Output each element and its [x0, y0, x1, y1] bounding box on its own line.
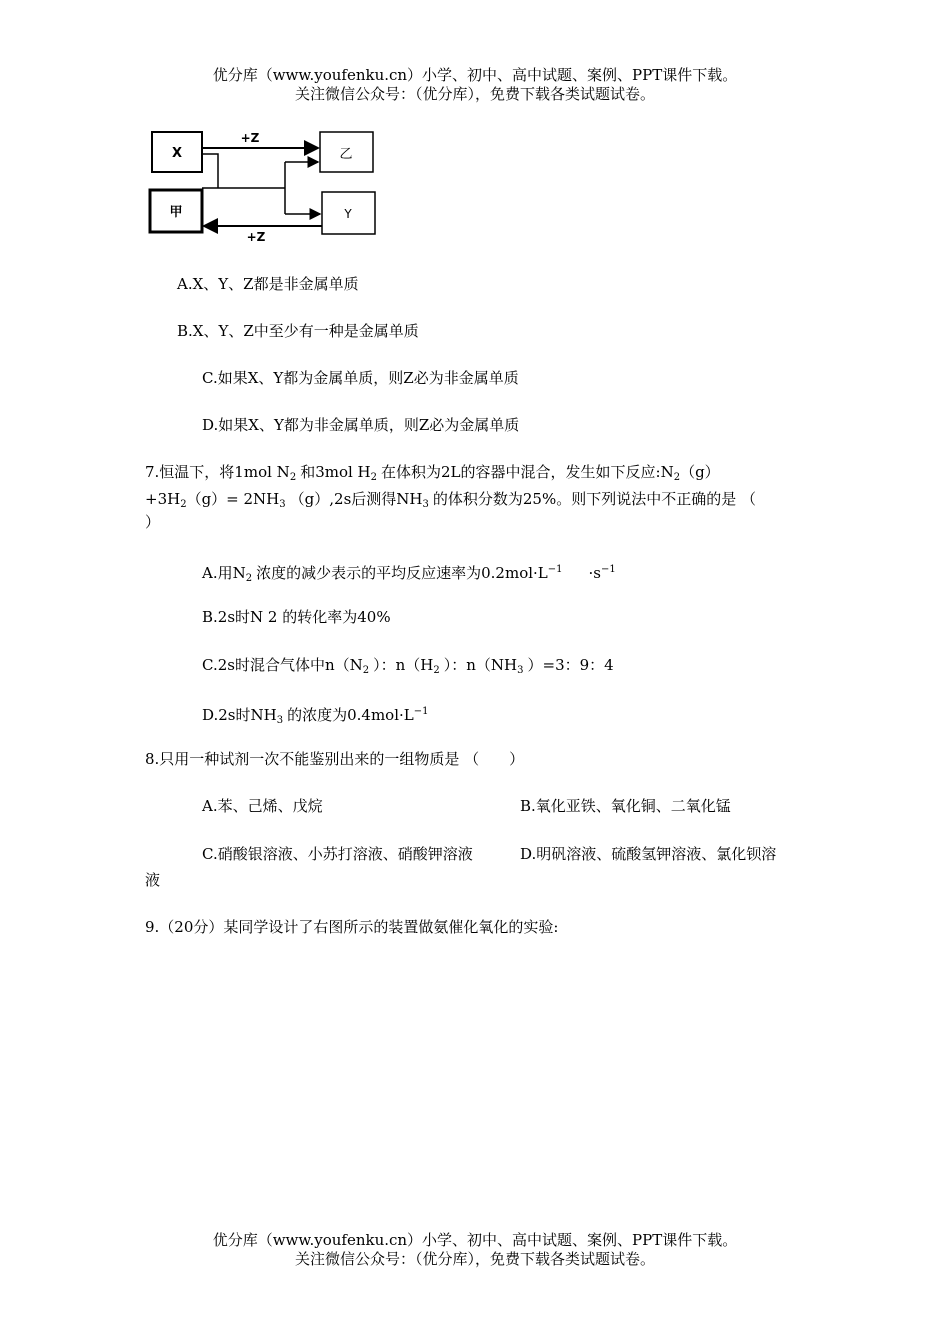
q7-option-a: A.用$N_2$ 浓度的减少表示的平均反应速率为$0.2mol\cdot L^{-1} \cdot s^{-1}$ [202, 564, 616, 584]
q8-option-d: D.明矾溶液、硫酸氢钾溶液、氯化钡溶 [520, 845, 777, 863]
q8-option-c: C.硝酸银溶液、小苏打溶液、硝酸钾溶液 [202, 845, 473, 863]
q8-option-a: A.苯、己烯、戊烷 [202, 797, 323, 815]
box-y-label: Y [344, 207, 352, 221]
arrow-top-label: +Z [240, 131, 260, 145]
box-jia-label: 甲 [169, 205, 183, 220]
q6-option-b: B.X、Y、Z中至少有一种是金属单质 [177, 322, 419, 340]
q7-stem-line1: 7.恒温下，将1mol $N_2$ 和3mol $H_2$ 在体积为2L的容器中混合，发生如下反应$:N_2(g)$ [145, 463, 720, 483]
q8-option-d-continued: 液 [145, 871, 161, 889]
q6-option-d: D.如果X、Y都为非金属单质，则Z必为金属单质 [202, 416, 520, 434]
reaction-diagram [140, 122, 390, 242]
q7-stem-line2: $+3H_2(g)= 2NH_3$ （g）,2s后测得$NH_3$ 的体积分数为25%。则下列说法中不正确的是 （ [145, 490, 756, 510]
q7-option-b: B.2s时N 2 的转化率为40% [202, 608, 391, 626]
q8-option-b: B.氧化亚铁、氧化铜、二氧化锰 [520, 797, 731, 815]
q7-option-d: D.2s时$NH_3$ 的浓度为$0.4mol\cdot L^{-1}$ [202, 706, 429, 726]
q9-stem: 9.（20分）某同学设计了右图所示的装置做氨催化氧化的实验: [145, 918, 559, 936]
page-header-line2: 关注微信公众号：（优分库），免费下载各类试题试卷。 [294, 85, 655, 103]
page-header-line1: 优分库（www.youfenku.cn）小学、初中、高中试题、案例、PPT课件下载。 [212, 66, 738, 84]
page-footer-line2: 关注微信公众号：（优分库），免费下载各类试题试卷。 [294, 1250, 655, 1268]
page-footer-line1: 优分库（www.youfenku.cn）小学、初中、高中试题、案例、PPT课件下载。 [212, 1231, 738, 1249]
q8-stem: 8.只用一种试剂一次不能鉴别出来的一组物质是 （ ） [145, 750, 525, 768]
q7-stem-line3: ） [145, 513, 161, 531]
box-x-label: X [171, 146, 183, 161]
q7-option-c: C.2s时混合气体中$n(N_2$ ）：$n(H_2$ ）：$n(NH_3$ ）=3：9：4 [202, 656, 614, 676]
box-yi-label: 乙 [339, 147, 353, 162]
q6-option-a: A.X、Y、Z都是非金属单质 [177, 275, 359, 293]
arrow-bottom-label: +Z [246, 230, 266, 242]
q6-option-c: C.如果X、Y都为金属单质，则Z必为非金属单质 [202, 369, 519, 387]
connector-x-jia [202, 154, 218, 188]
